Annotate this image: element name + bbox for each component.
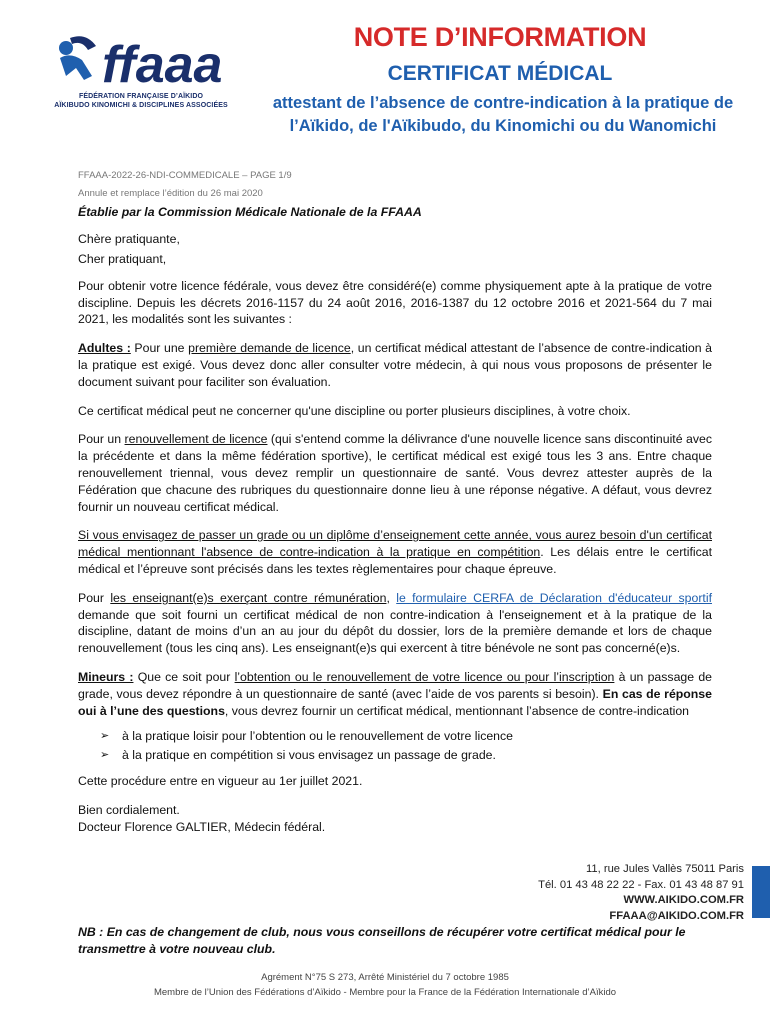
established-by: Établie par la Commission Médicale Nationale de la FFAAA [78,205,422,219]
website-link[interactable]: WWW.AIKIDO.COM.FR [623,894,744,907]
logo-caption [36,92,246,110]
email-link[interactable]: FFAAA@AIKIDO.COM.FR [609,909,744,922]
nb-note: NB : En cas de changement de club, nous vous conseillons de récupérer votre certificat médical pour le transmettre à votre nouveau club. [78,925,686,956]
signature-name: Docteur Florence GALTIER, Médecin fédéral. [78,820,326,835]
renewal-paragraph: Pour un renouvellement de licence (qui s'entend comme la délivrance d'une nouvelle licence sans discontinuité avec la précédente et dans la même fédération sportive), le certificat médical est exigé tous les 3 ans. Entre chaque renouvellement triennal, vous devez remplir un questionnaire de santé. Vous devrez attester auprès de la Fédération que chacune des rubriques du questionnaire donne lieu à une réponse négative. A défaut, vous devrez fournir un nouveau certificat médical. [78,432,712,514]
greeting-male: Cher pratiquant, [78,251,167,266]
ffaaa-logo-mark [56,32,236,92]
intro-paragraph: Pour obtenir votre licence fédérale, vous devez être considéré(e) comme physiquement apte à la pratique de votre discipline. Depuis les décrets 2016-1157 du 24 août 2016, 2016-1387 du 12 octobre 2016 et 2021-564 du 7 mai 2021, les modalités sont les suivantes : [78,278,712,327]
document-reference [78,167,292,203]
adults-label: Adultes : [78,341,131,356]
aikido-figure-icon [59,36,96,80]
bullet-item: ➢ à la pratique loisir pour l’obtention ou le renouvellement de votre licence [100,727,712,746]
closing [78,802,712,836]
address-phone: Tél. 01 43 48 22 22 - Fax. 01 43 48 87 91 [538,878,744,891]
document-subtitle: CERTIFICAT MÉDICAL [387,62,613,85]
closing-salutation: Bien cordialement. [78,803,180,818]
address-street: 11, rue Jules Vallès 75011 Paris [586,863,744,875]
document-body [78,204,712,836]
teachers-paragraph: Pour les enseignant(e)s exerçant contre rémunération, le formulaire CERFA de Déclaration d'éducateur sportif demande que soit fourni un certificat médical de non contre-indication à l'enseignement et à la pratique de la discipline, datant de moins d’un an au jour du dépôt du dossier, lors de la première demande et lors de chaque renouvellement (tous les cinq ans). Les enseignant(e)s qui exercent à titre bénévole ne sont pas concerné(e)s. [78,590,712,656]
logo-caption-line2: AÏKIBUDO KINOMICHI & DISCIPLINES ASSOCIÉES [54,102,228,109]
first-request-label: première demande de licence [188,341,351,356]
document-description: attestant de l’absence de contre-indication à la pratique de l’Aïkido, de l'Aïkibudo, du Kinomichi ou du Wanomichi [272,94,734,135]
minors-label: Mineurs : [78,669,134,684]
cerfa-form-link[interactable]: le formulaire CERFA de Déclaration d'éducateur sportif [396,590,712,605]
arrow-bullet-icon: ➢ [100,749,110,762]
paid-teachers-label: les enseignant(e)s exerçant contre rémunération [110,590,387,605]
minors-bold: En cas de réponse oui à l’une des questions [78,686,712,718]
ffaaa-logo [36,28,246,128]
grade-underlined: Si vous envisagez de passer un grade ou un diplôme d’enseignement cette année, vous aurez besoin d'un certificat médical mentionnant l'absence de contre-indication à la pratique en compétition [78,528,712,560]
document-title: NOTE D’INFORMATION [353,22,647,52]
minors-paragraph: Mineurs : Que ce soit pour l’obtention ou le renouvellement de votre licence ou pour l’inscription à un passage de grade, vous devez répondre à un questionnaire de santé (avec l’aide de vos parents si besoin). En cas de réponse oui à l’une des questions, vous devrez fournir un certificat médical, mentionnant l’absence de contre-indication [78,669,712,718]
disciplines-paragraph: Ce certificat médical peut ne concerner qu'une discipline ou porter plusieurs disciplines, à votre choix. [78,403,631,418]
renewal-label: renouvellement de licence [124,432,268,447]
reference-code: FFAAA-2022-26-NDI-COMMEDICALE – PAGE 1/9 [78,170,292,181]
reference-replaces: Annule et remplace l’édition du 26 mai 2020 [78,188,263,199]
effective-date: Cette procédure entre en vigueur au 1er juillet 2021. [78,774,363,789]
logo-caption-line1: FÉDÉRATION FRANÇAISE D’AÏKIDO [78,93,204,100]
greeting [78,229,712,269]
page-footer [0,970,770,1000]
adults-paragraph: Adultes : Pour une première demande de licence, un certificat médical attestant de l’absence de contre-indication à la pratique est exigé. Vous devez donc aller consulter votre médecin, à qui nous vous proposons de présenter le document suivant pour faciliter son évaluation. [78,341,712,389]
grade-paragraph: Si vous envisagez de passer un grade ou un diplôme d’enseignement cette année, vous aurez besoin d'un certificat médical mentionnant l'absence de contre-indication à la pratique en compétition. Les délais entre le certificat médical et l’épreuve sont précisés dans les textes règlementaires pour chaque épreuve. [78,528,712,576]
footer-membership: Membre de l’Union des Fédérations d’Aïkido - Membre pour la France de la Fédération Internationale d’Aïkido [153,987,617,998]
minors-bullet-list [100,727,712,765]
footer-agreement: Agrément N°75 S 273, Arrêté Ministériel du 7 octobre 1985 [261,972,509,983]
bullet-item: ➢ à la pratique en compétition si vous envisagez un passage de grade. [100,746,712,765]
blue-accent-bar [752,866,770,918]
minors-underlined: l’obtention ou le renouvellement de votre licence ou pour l’inscription [234,669,615,684]
arrow-bullet-icon: ➢ [100,730,110,743]
contact-address [538,862,744,924]
logo-wordmark: ffaaa [102,36,223,92]
greeting-female: Chère pratiquante, [78,231,180,246]
